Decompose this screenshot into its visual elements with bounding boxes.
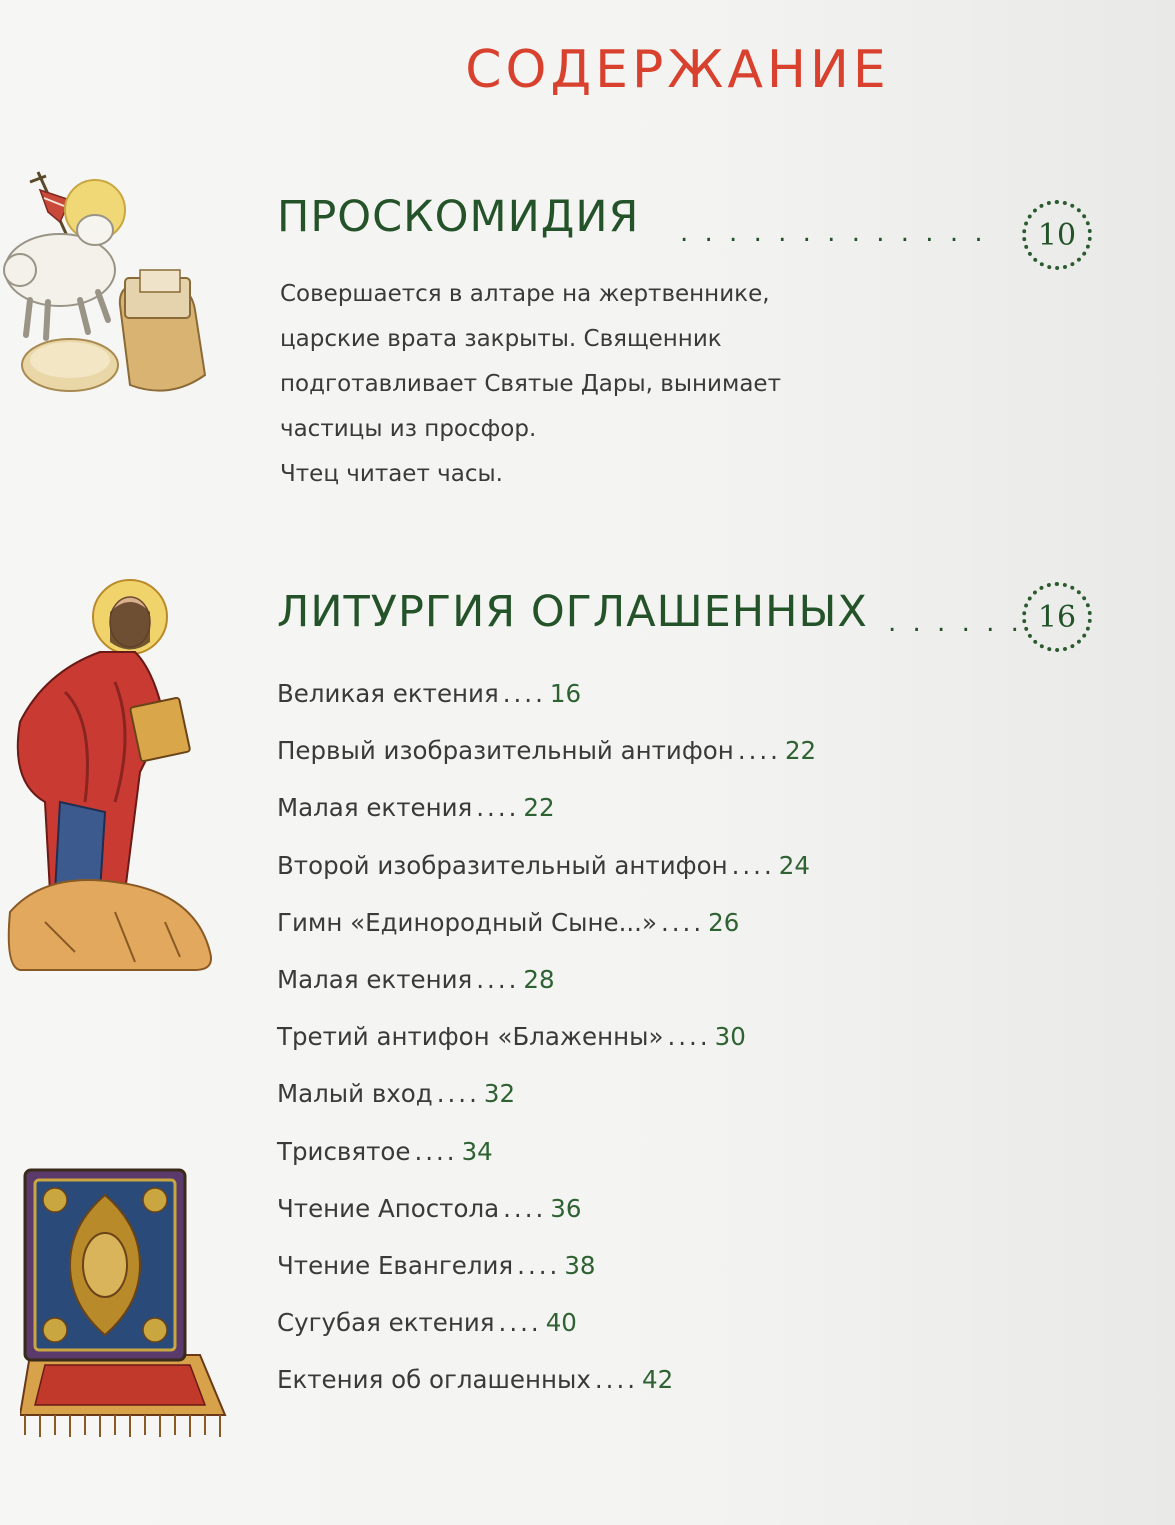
toc-dots: .... <box>503 1193 547 1223</box>
toc-page-number: 16 <box>549 679 582 709</box>
lamb-with-bread-illustration <box>0 160 230 400</box>
page-badge-number: 16 <box>1037 599 1077 635</box>
toc-item-label: Чтение Апостола <box>277 1193 500 1223</box>
toc-item[interactable] <box>277 1294 816 1351</box>
description-line: Чтец читает часы. <box>280 461 503 487</box>
toc-item-label: Малый вход <box>277 1079 433 1109</box>
description-line: подготавливает Святые Дары, вынимает <box>280 371 781 397</box>
toc-dots: .... <box>476 965 520 995</box>
toc-item[interactable] <box>277 837 816 894</box>
toc-page-number: 36 <box>550 1193 582 1223</box>
description-line: Совершается в алтаре на жертвеннике, <box>280 281 770 307</box>
page-badge[interactable] <box>1022 582 1092 652</box>
toc-item[interactable] <box>277 722 816 779</box>
toc-item-label: Великая ектения <box>277 679 499 709</box>
toc-item[interactable] <box>277 779 816 836</box>
toc-page-number: 22 <box>784 736 817 766</box>
toc-item-label: Ектения об оглашенных <box>277 1365 591 1395</box>
toc-list <box>277 665 816 1408</box>
toc-dots: .... <box>660 907 705 937</box>
toc-page-number: 42 <box>642 1365 674 1395</box>
toc-item-label: Малая ектения <box>277 965 473 995</box>
toc-item-label: Трисвятое <box>277 1136 411 1166</box>
section-dots: . . . . . . . . . . . . . <box>680 218 987 248</box>
toc-dots: .... <box>667 1022 711 1052</box>
toc-dots: .... <box>731 850 775 880</box>
toc-item-label: Третий антифон «Блаженны» <box>277 1022 664 1052</box>
toc-dots: .... <box>517 1250 561 1280</box>
section-dots: . . . . . . <box>888 608 1023 638</box>
toc-dots: .... <box>498 1308 542 1338</box>
toc-item[interactable] <box>277 1237 816 1294</box>
toc-page-number: 30 <box>714 1022 746 1052</box>
toc-page-number: 40 <box>545 1308 577 1338</box>
toc-dots: .... <box>476 793 520 823</box>
description-line: царские врата закрыты. Священник <box>280 326 722 352</box>
page-badge[interactable] <box>1022 200 1092 270</box>
toc-dots: .... <box>502 679 546 709</box>
section-description <box>280 272 900 497</box>
toc-item[interactable] <box>277 951 816 1008</box>
toc-dots: .... <box>737 736 781 766</box>
toc-item[interactable] <box>277 1123 816 1180</box>
section-title-liturgy-catechumens: ЛИТУРГИЯ ОГЛАШЕННЫХ <box>277 587 868 637</box>
toc-item-label: Гимн «Единородный Сыне...» <box>277 907 657 937</box>
page-badge-number: 10 <box>1037 217 1077 253</box>
toc-item[interactable] <box>277 1180 816 1237</box>
gospel-book-illustration <box>20 1165 235 1440</box>
apostle-with-book-illustration <box>5 572 215 972</box>
toc-item[interactable] <box>277 1351 816 1408</box>
toc-item[interactable] <box>277 1008 816 1065</box>
section-title-proskomidia: ПРОСКОМИДИЯ <box>277 192 640 242</box>
toc-item-label: Чтение Евангелия <box>277 1250 514 1280</box>
toc-item-label: Первый изобразительный антифон <box>277 736 734 766</box>
toc-page-number: 38 <box>564 1250 596 1280</box>
toc-dots: .... <box>594 1365 639 1395</box>
toc-page-number: 26 <box>708 907 740 937</box>
toc-item-label: Сугубая ектения <box>277 1308 495 1338</box>
toc-page-number: 34 <box>461 1136 493 1166</box>
toc-item-label: Малая ектения <box>277 793 473 823</box>
toc-dots: .... <box>436 1079 480 1109</box>
toc-page-number: 28 <box>523 965 555 995</box>
description-line: частицы из просфор. <box>280 416 537 442</box>
toc-dots: .... <box>414 1136 458 1166</box>
toc-item[interactable] <box>277 665 816 722</box>
toc-item-label: Второй изобразительный антифон <box>277 850 728 880</box>
toc-item[interactable] <box>277 1065 816 1122</box>
toc-page-number: 22 <box>523 793 555 823</box>
page-title: СОДЕРЖАНИЕ <box>465 40 890 100</box>
toc-item[interactable] <box>277 894 816 951</box>
toc-page-number: 24 <box>778 850 810 880</box>
toc-page-number: 32 <box>483 1079 516 1109</box>
